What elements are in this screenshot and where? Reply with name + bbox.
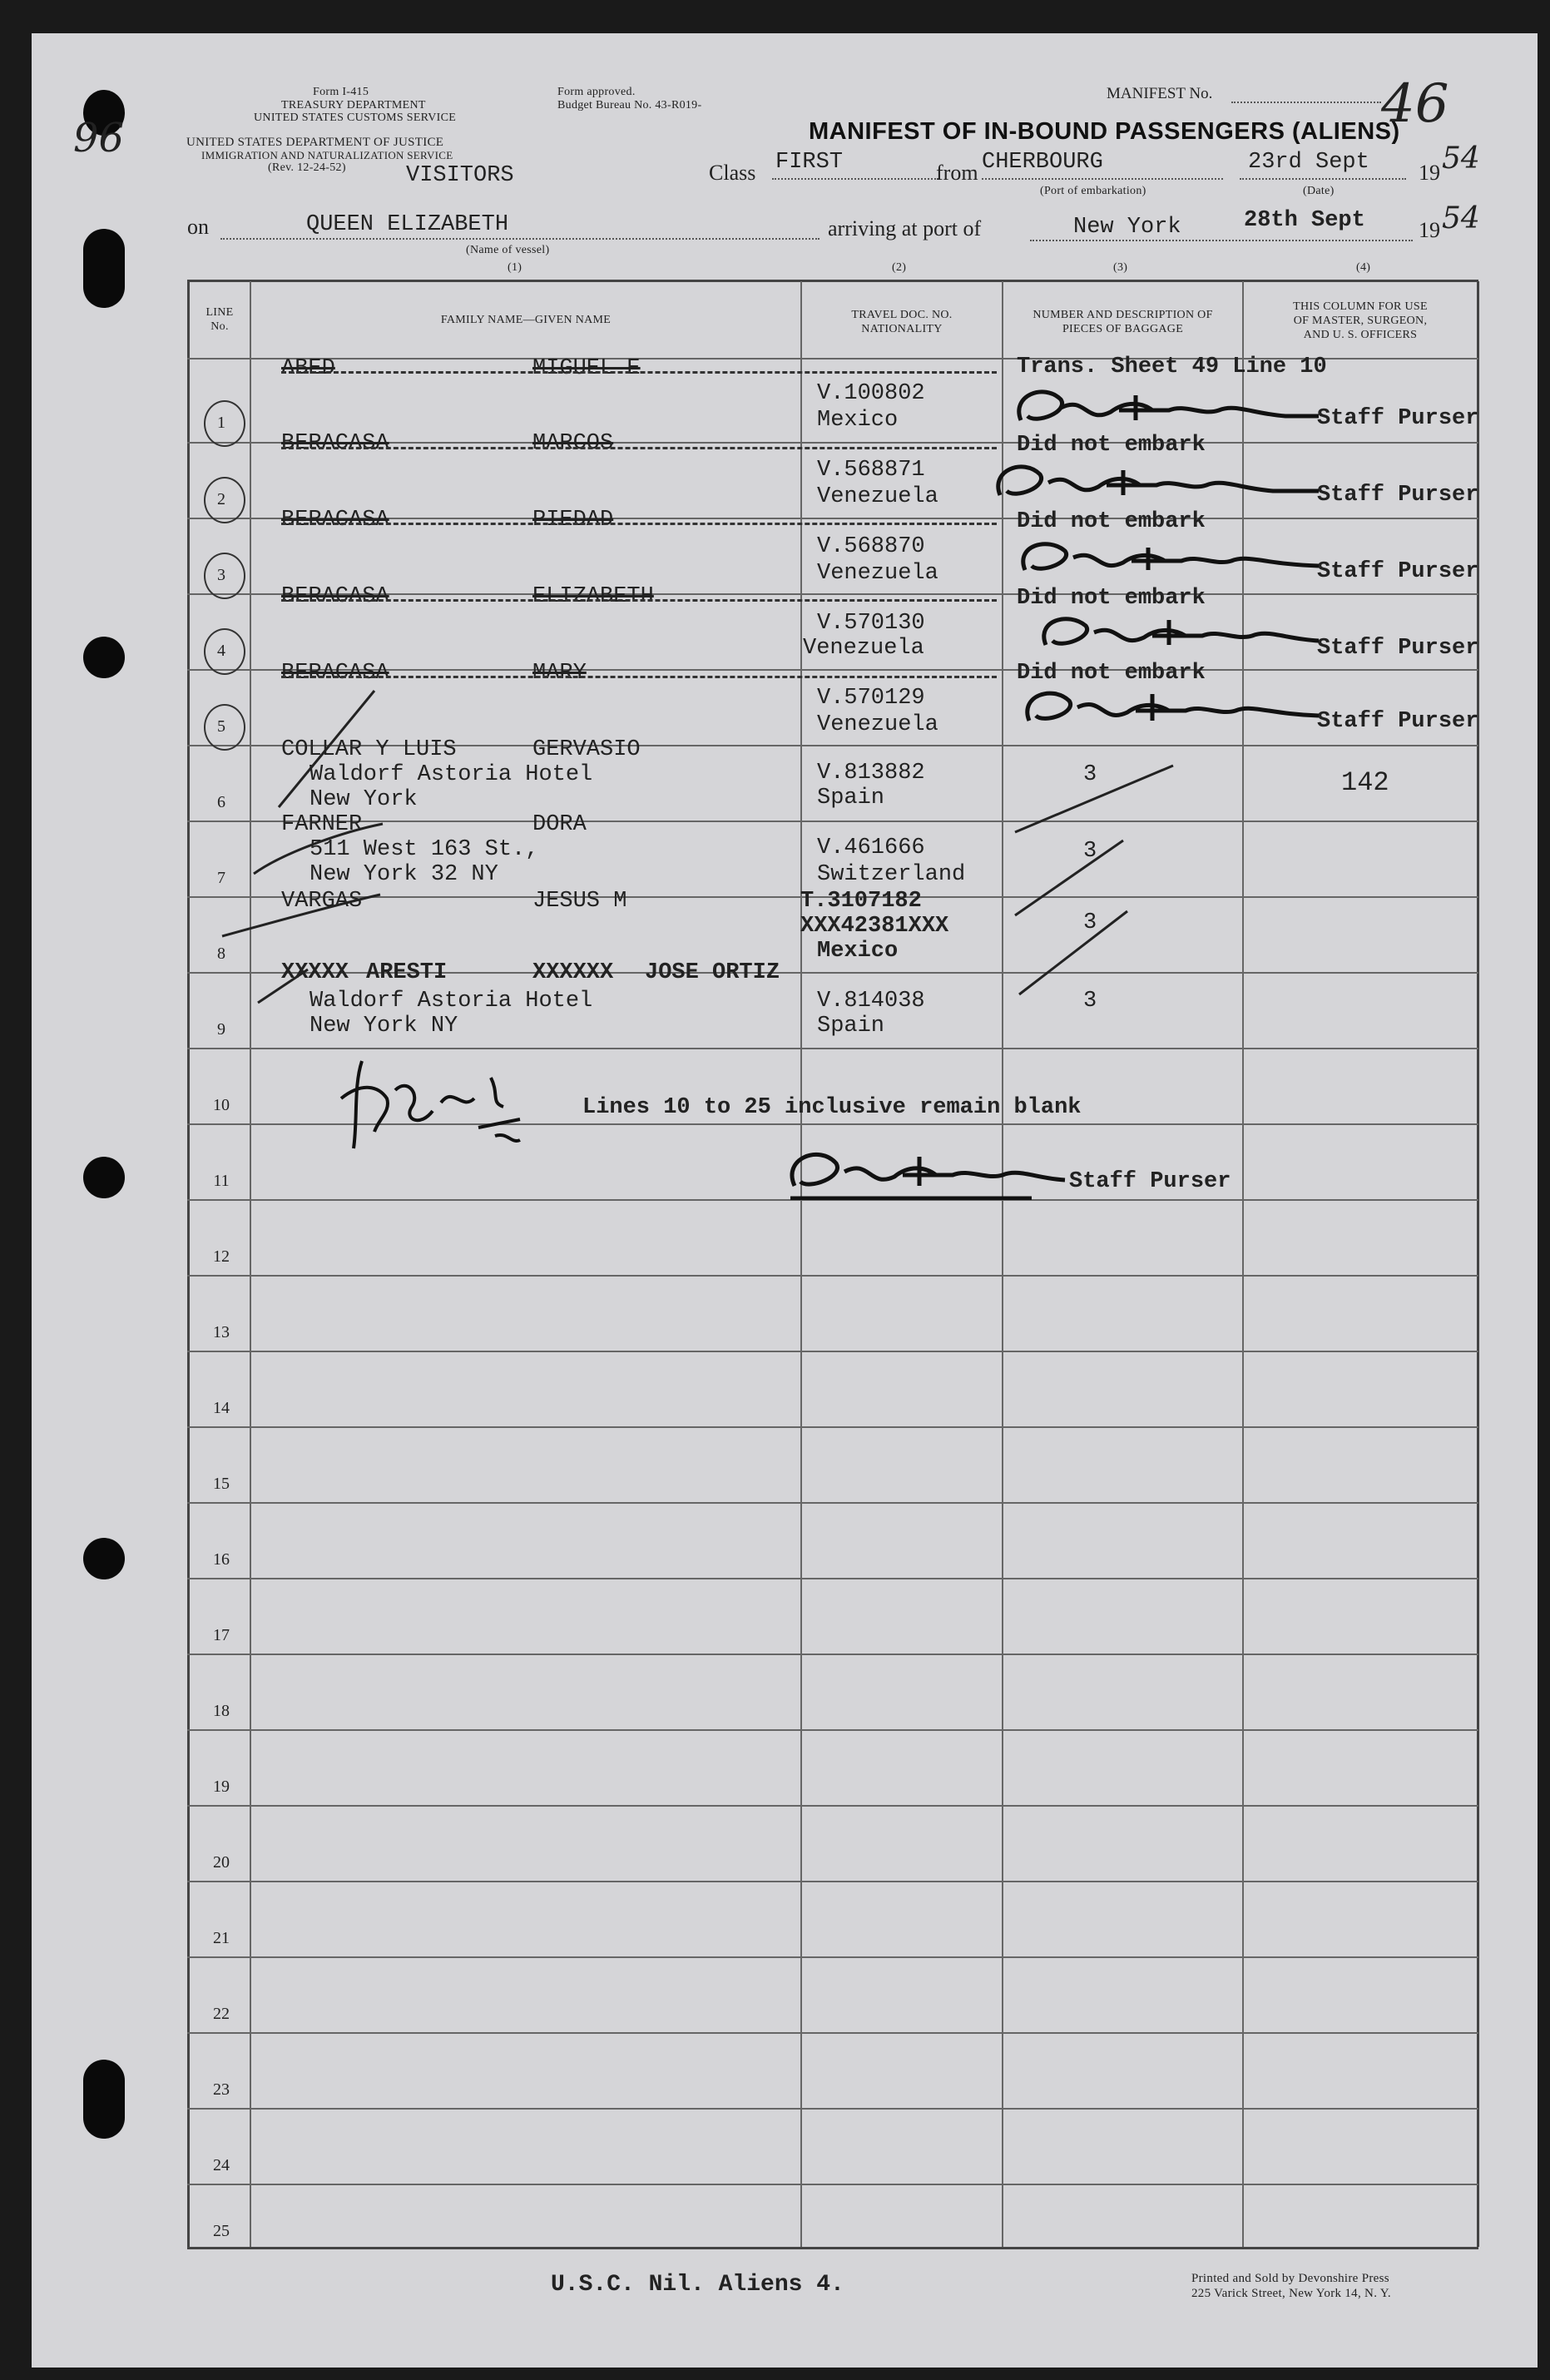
row-5-strike-line: [281, 676, 997, 678]
embark-port: CHERBOURG: [982, 150, 1103, 175]
row-6-address-2: New York: [310, 787, 418, 812]
row-8-baggage: 3: [1083, 910, 1097, 935]
line-number: 22: [213, 2005, 230, 2023]
arriving-label: arriving at port of: [828, 216, 982, 240]
year-2: 54: [1442, 201, 1480, 236]
line-number: 8: [217, 945, 225, 963]
row-9-family-struck: XXXXX: [281, 960, 349, 985]
class-line: [772, 178, 938, 180]
arrival-line: [1030, 240, 1413, 241]
row-line: [187, 2184, 1478, 2185]
line-number: 11: [213, 1172, 230, 1190]
line-number-circle: [204, 400, 245, 447]
check-mark: [275, 682, 383, 816]
margin-number: 96: [73, 115, 125, 161]
header-name: FAMILY NAME—GIVEN NAME: [440, 314, 612, 326]
row-1-family: ABED: [281, 356, 335, 381]
punch-hole: [83, 637, 125, 678]
bottom-purser-title: Staff Purser: [1069, 1169, 1231, 1194]
row-7-address-1: 511 West 163 St.,: [310, 837, 539, 862]
row-4-strike-line: [281, 599, 997, 602]
row-3-family: BERACASA: [281, 508, 389, 533]
row-7-family: FARNER: [281, 812, 363, 837]
row-2-purser: Staff Purser: [1317, 483, 1479, 508]
form-number: Form I-415: [313, 86, 369, 98]
year-prefix: 19: [1419, 161, 1440, 185]
line-number: 7: [217, 869, 225, 887]
line-number: 1: [217, 414, 225, 432]
line-number-circle: [204, 553, 245, 599]
punch-hole: [83, 1157, 125, 1198]
arrival-date: 28th Sept: [1244, 208, 1365, 233]
check-mark: [250, 820, 391, 878]
row-3-strike-line: [281, 523, 997, 525]
inspector-initials: [329, 1053, 537, 1165]
row-1-purser: Staff Purser: [1317, 406, 1479, 431]
row-1-note: Trans. Sheet 49 Line 10: [1017, 355, 1327, 379]
line-number: 14: [213, 1399, 230, 1417]
row-6-nationality: Spain: [817, 786, 885, 811]
row-8-doc: T.3107182: [800, 889, 922, 914]
footer-usc: U.S.C. Nil. Aliens 4.: [551, 2272, 844, 2298]
row-line: [187, 2032, 1478, 2034]
row-line: [187, 1048, 1478, 1049]
row-line: [187, 1881, 1478, 1882]
row-6-officer-note: 142: [1341, 767, 1389, 798]
row-3-doc: V.568870: [817, 534, 925, 559]
port-embark-label: (Port of embarkation): [1040, 185, 1146, 197]
manifest-number: 46: [1381, 73, 1449, 135]
row-line: [187, 2108, 1478, 2110]
row-4-given: ELIZABETH: [532, 584, 654, 609]
purser-signature: [1011, 379, 1323, 437]
class-value: FIRST: [775, 150, 844, 175]
vessel-line: [220, 238, 820, 240]
line-number: 12: [213, 1247, 230, 1266]
punch-hole: [83, 2060, 125, 2139]
row-1-given: MIGUEL E: [532, 356, 641, 381]
year-prefix-2: 19: [1419, 218, 1440, 242]
row-1-doc: V.100802: [817, 381, 925, 406]
date-line: [1240, 178, 1406, 180]
row-5-nationality: Venezuela: [817, 712, 938, 737]
line-number: 5: [217, 717, 225, 736]
row-6-given: GERVASIO: [532, 737, 641, 762]
row-6-family: COLLAR Y LUIS: [281, 737, 457, 762]
row-9-baggage: 3: [1083, 989, 1097, 1014]
line-number: 15: [213, 1475, 230, 1493]
approval-note: Form approved.: [557, 86, 636, 98]
vessel-label: (Name of vessel): [466, 244, 550, 256]
row-1-nationality: Mexico: [817, 408, 899, 433]
vessel-name: QUEEN ELIZABETH: [306, 212, 509, 237]
row-line: [187, 1426, 1478, 1428]
line-number: 23: [213, 2080, 230, 2099]
check-mark: [1011, 761, 1177, 836]
header-travel-doc: TRAVEL DOC. NO. NATIONALITY: [851, 309, 953, 335]
embark-line: [982, 178, 1223, 180]
line-number-circle: [204, 477, 245, 523]
row-line: [187, 1502, 1478, 1504]
col-divider: [250, 281, 251, 2247]
row-line: [187, 1654, 1478, 1655]
col-3-label: (3): [1113, 261, 1128, 274]
printer-line-2: 225 Varick Street, New York 14, N. Y.: [1191, 2287, 1391, 2300]
line-number: 13: [213, 1323, 230, 1341]
printer-line-1: Printed and Sold by Devonshire Press: [1191, 2272, 1389, 2285]
line-number: 16: [213, 1550, 230, 1569]
check-mark: [1015, 907, 1132, 999]
row-5-doc: V.570129: [817, 686, 925, 711]
purser-signature: [1015, 533, 1323, 583]
row-5-note: Did not embark: [1017, 661, 1206, 686]
row-2-nationality: Venezuela: [817, 484, 938, 509]
row-6-doc: V.813882: [817, 761, 925, 786]
row-9-address-2: New York NY: [310, 1014, 458, 1039]
col-2-label: (2): [892, 261, 907, 274]
dept-name: TREASURY DEPARTMENT: [281, 99, 426, 112]
year-1: 54: [1442, 141, 1480, 176]
on-label: on: [187, 215, 209, 239]
row-line: [187, 1578, 1478, 1579]
row-4-nationality: Venezuela: [803, 636, 924, 661]
check-mark: [254, 965, 312, 1007]
col-divider: [800, 281, 802, 2247]
row-6-address-1: Waldorf Astoria Hotel: [310, 762, 593, 787]
punch-hole: [83, 1538, 125, 1579]
blank-lines-note: Lines 10 to 25 inclusive remain blank: [582, 1095, 1082, 1120]
row-line: [187, 1351, 1478, 1352]
row-5-family: BERACASA: [281, 661, 389, 686]
row-9-given-struck: XXXXXX: [532, 960, 614, 985]
line-number: 4: [217, 642, 225, 660]
row-9-family: ARESTI: [366, 960, 448, 985]
row-9-given: JOSE ORTIZ: [645, 960, 780, 985]
visitors-label: VISITORS: [406, 163, 514, 188]
col-divider: [1002, 281, 1003, 2247]
line-number: 18: [213, 1702, 230, 1720]
header-line-no: LINE No.: [206, 306, 234, 333]
row-2-doc: V.568871: [817, 458, 925, 483]
row-line: [187, 1729, 1478, 1731]
row-8-family: VARGAS: [281, 889, 363, 914]
justice-dept: UNITED STATES DEPARTMENT OF JUSTICE: [186, 136, 444, 149]
row-7-address-2: New York 32 NY: [310, 862, 498, 887]
row-4-family: BERACASA: [281, 584, 389, 609]
row-4-purser: Staff Purser: [1317, 636, 1479, 661]
row-5-given: MARY: [532, 661, 587, 686]
row-2-family: BERACASA: [281, 431, 389, 456]
col-4-label: (4): [1356, 261, 1371, 274]
row-4-note: Did not embark: [1017, 586, 1206, 611]
row-1-strike-line: [281, 371, 997, 374]
row-line: [187, 1805, 1478, 1807]
table-top-border: [187, 280, 1478, 282]
line-number: 20: [213, 1853, 230, 1872]
row-7-doc: V.461666: [817, 835, 925, 860]
line-number: 24: [213, 2156, 230, 2174]
header-baggage: NUMBER AND DESCRIPTION OF PIECES OF BAGGAGE: [1033, 309, 1213, 335]
page-title: MANIFEST OF IN-BOUND PASSENGERS (ALIENS): [809, 118, 1400, 145]
line-number: 2: [217, 490, 225, 508]
col-1-label: (1): [508, 261, 522, 274]
row-3-nationality: Venezuela: [817, 561, 938, 586]
row-9-doc: V.814038: [817, 989, 925, 1014]
row-3-given: PIEDAD: [532, 508, 614, 533]
ins-name: IMMIGRATION AND NATURALIZATION SERVICE: [201, 149, 453, 161]
line-number: 19: [213, 1778, 230, 1796]
header-officers: THIS COLUMN FOR USE OF MASTER, SURGEON, AND U. S. OFFICERS: [1293, 300, 1428, 341]
line-number: 6: [217, 793, 225, 811]
row-8-doc-struck: XXX42381XXX: [800, 914, 949, 939]
line-number: 17: [213, 1626, 230, 1644]
manifest-no-label: MANIFEST No.: [1107, 85, 1213, 102]
check-mark: [218, 890, 384, 940]
row-line: [187, 1275, 1478, 1277]
row-9-address-1: Waldorf Astoria Hotel: [310, 989, 593, 1014]
budget-bureau: Budget Bureau No. 43-R019-: [557, 99, 702, 112]
line-number: 3: [217, 566, 225, 584]
row-8-nationality: Mexico: [817, 939, 899, 964]
row-2-given: MARCOS: [532, 431, 614, 456]
purser-signature: [1036, 607, 1323, 657]
row-2-note: Did not embark: [1017, 433, 1206, 458]
row-5-purser: Staff Purser: [1317, 709, 1479, 734]
line-number: 21: [213, 1929, 230, 1947]
line-number: 25: [213, 2222, 230, 2240]
purser-signature: [782, 1140, 1069, 1200]
row-9-nationality: Spain: [817, 1014, 885, 1039]
row-2-strike-line: [281, 447, 997, 449]
row-4-doc: V.570130: [817, 611, 925, 636]
line-number: 9: [217, 1020, 225, 1039]
service-name: UNITED STATES CUSTOMS SERVICE: [254, 112, 457, 124]
row-7-given: DORA: [532, 812, 587, 837]
class-label: Class: [709, 161, 756, 185]
row-8-given: JESUS M: [532, 889, 627, 914]
row-7-baggage: 3: [1083, 839, 1097, 864]
line-number-circle: [204, 704, 245, 751]
arrival-port: New York: [1073, 215, 1181, 240]
row-line: [187, 1956, 1478, 1958]
row-6-baggage: 3: [1083, 762, 1097, 787]
purser-signature: [1019, 681, 1323, 732]
manifest-no-line: [1231, 102, 1381, 103]
from-label: from: [936, 161, 978, 185]
purser-signature: [990, 454, 1323, 512]
row-3-purser: Staff Purser: [1317, 559, 1479, 584]
date-label: (Date): [1303, 185, 1335, 197]
revision: (Rev. 12-24-52): [268, 161, 346, 174]
line-number-circle: [204, 628, 245, 675]
line-number: 10: [213, 1096, 230, 1114]
depart-date: 23rd Sept: [1248, 150, 1369, 175]
table-bottom-border: [187, 2247, 1478, 2249]
punch-hole: [83, 229, 125, 308]
row-3-note: Did not embark: [1017, 509, 1206, 534]
table-left-border: [187, 281, 190, 2247]
row-7-nationality: Switzerland: [817, 862, 966, 887]
